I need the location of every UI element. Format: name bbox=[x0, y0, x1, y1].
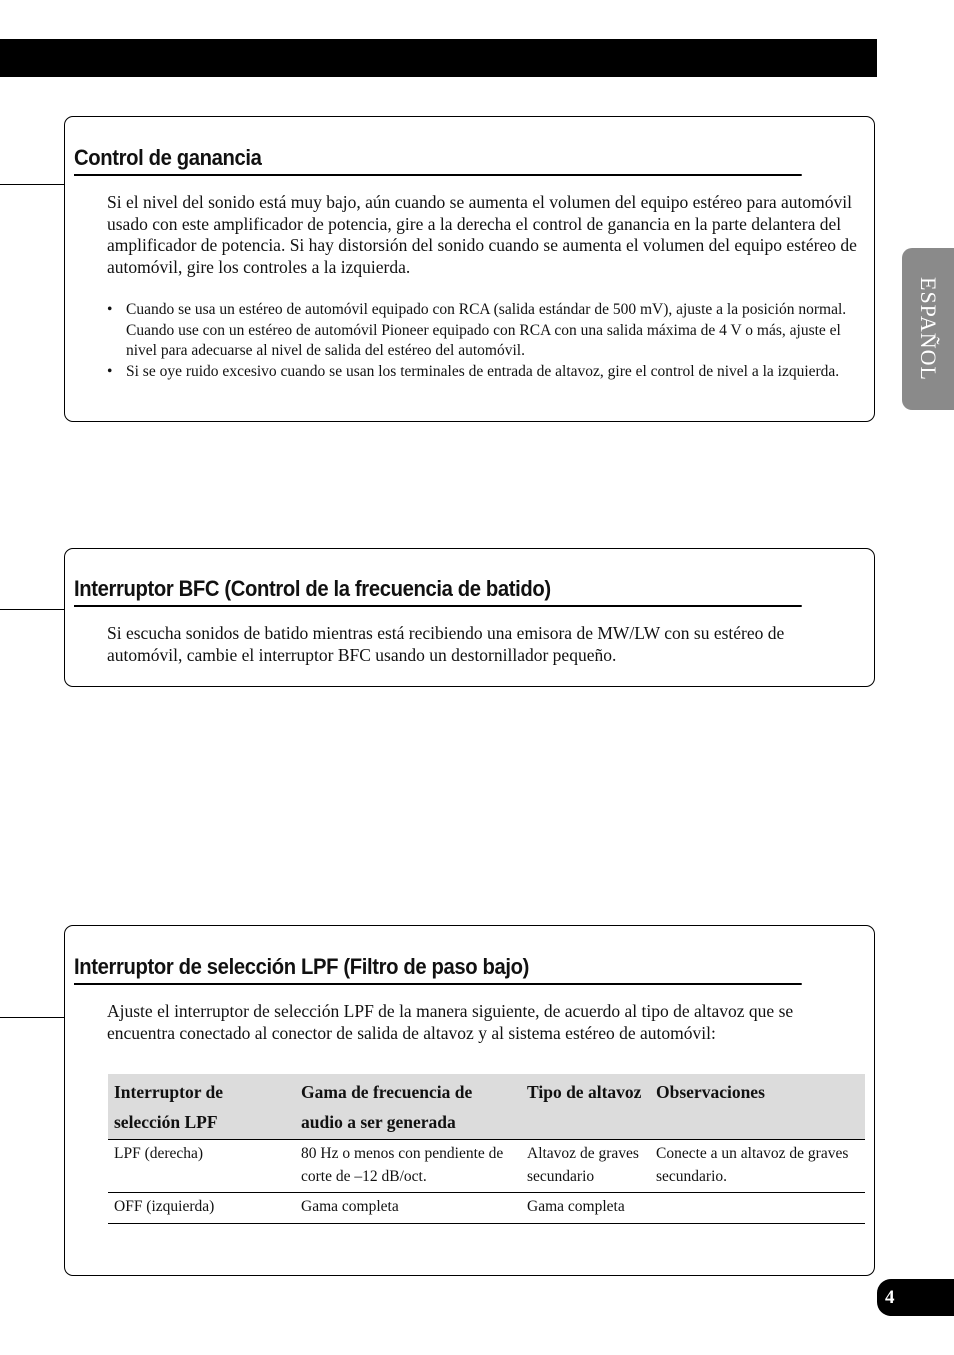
bullet-text: Cuando se usa un estéreo de automóvil equipado con RCA (salida estándar de 500 mV), ajuste a la posición normal. Cuando use con un estéreo de automóvil Pioneer equipado con RCA con una salida máxima de 4 V o más, ajuste el nivel para adecuarse al nivel de salida del estéreo del automóvil. bbox=[126, 301, 847, 359]
table-cell: LPF (derecha) bbox=[108, 1140, 295, 1193]
section-control-de-ganancia bbox=[64, 116, 875, 422]
table-cell: Altavoz de graves secundario bbox=[521, 1140, 650, 1193]
table-cell: OFF (izquierda) bbox=[108, 1193, 295, 1224]
list-item bbox=[107, 362, 862, 383]
section-paragraph: Ajuste el interruptor de selección LPF de la manera siguiente, de acuerdo al tipo de altavoz que se encuentra conectado al conector de salida de altavoz y al sistema estéreo de automóvil: bbox=[107, 1001, 794, 1043]
section-title: Interruptor de selección LPF (Filtro de paso bajo) bbox=[74, 954, 802, 985]
column-header: Interruptor de selección LPF bbox=[108, 1074, 295, 1140]
column-header: Tipo de altavoz bbox=[521, 1074, 650, 1140]
section-edge-line bbox=[0, 609, 64, 610]
lpf-table bbox=[108, 1074, 865, 1224]
language-tab bbox=[902, 248, 954, 410]
language-tab-label: ESPAÑOL bbox=[916, 277, 941, 381]
table-cell: Conecte a un altavoz de graves secundario. bbox=[650, 1140, 865, 1193]
bullet-text: Si se oye ruido excesivo cuando se usan los terminales de entrada de altavoz, gire el control de nivel a la izquierda. bbox=[126, 362, 840, 380]
header-bar bbox=[0, 39, 877, 77]
page-number: 4 bbox=[877, 1279, 954, 1316]
section-title: Interruptor BFC (Control de la frecuencia de batido) bbox=[74, 576, 802, 607]
table-cell bbox=[650, 1193, 865, 1224]
column-header: Gama de frecuencia de audio a ser generada bbox=[295, 1074, 521, 1140]
table-row bbox=[108, 1140, 865, 1193]
bullet-marker: • bbox=[107, 362, 113, 380]
list-item bbox=[107, 300, 862, 362]
table-cell: 80 Hz o menos con pendiente de corte de –12 dB/oct. bbox=[295, 1140, 521, 1193]
column-header: Observaciones bbox=[650, 1074, 865, 1140]
section-interruptor-lpf bbox=[64, 925, 875, 1276]
section-edge-line bbox=[0, 1017, 64, 1018]
section-edge-line bbox=[0, 184, 64, 185]
section-paragraph: Si el nivel del sonido está muy bajo, aún cuando se aumenta el volumen del equipo estéreo para automóvil usado con este amplificador de potencia, gire a la derecha el control de ganancia en la parte delantera del amplificador de potencia. Si hay distorsión del sonido cuando se aumenta el volumen del equipo estéreo de automóvil, gire los controles a la izquierda. bbox=[107, 192, 857, 277]
table-row bbox=[108, 1193, 865, 1224]
table-cell: Gama completa bbox=[521, 1193, 650, 1224]
bullet-list bbox=[107, 300, 862, 382]
section-paragraph: Si escucha sonidos de batido mientras está recibiendo una emisora de MW/LW con su estéreo de automóvil, cambie el interruptor BFC usando un destornillador pequeño. bbox=[107, 623, 785, 665]
section-title: Control de ganancia bbox=[74, 145, 802, 176]
table-header-row bbox=[108, 1074, 865, 1140]
bullet-marker: • bbox=[107, 301, 113, 318]
table-cell: Gama completa bbox=[295, 1193, 521, 1224]
section-interruptor-bfc bbox=[64, 548, 875, 687]
